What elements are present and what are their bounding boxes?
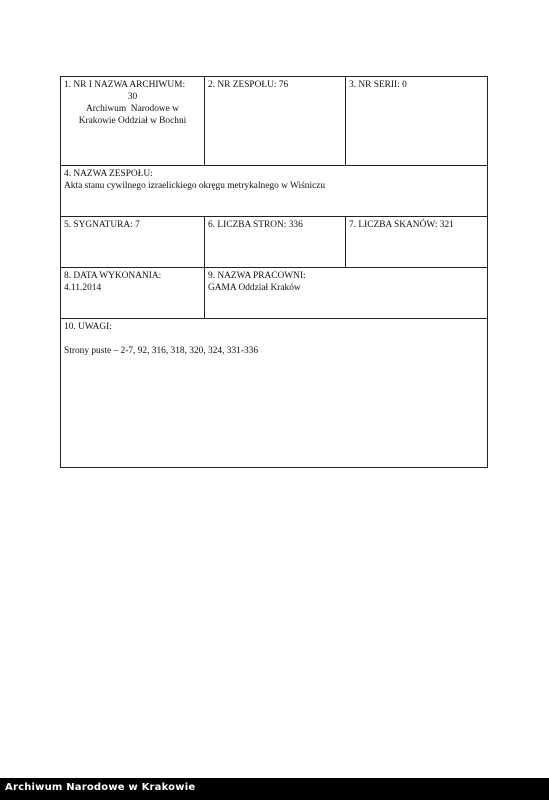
- metadata-form: [60, 76, 488, 468]
- page-count-cell: [204, 217, 345, 267]
- archive-label: 1. NR I NAZWA ARCHIWUM:: [64, 80, 186, 90]
- scan-count: 7. LICZBA SKANÓW: 321: [349, 220, 454, 230]
- form-row-5: [61, 319, 487, 468]
- studio-cell: [204, 268, 487, 318]
- notes-label: 10. UWAGI:: [64, 322, 112, 332]
- form-row-3: [61, 217, 487, 268]
- fonds-name-cell: [61, 166, 487, 216]
- fonds-number: 2. NR ZESPOŁU: 76: [208, 80, 289, 90]
- archive-name-line2: Krakowie Oddział w Bochni: [78, 116, 187, 126]
- studio-label: 9. NAZWA PRACOWNI:: [208, 271, 306, 281]
- studio-value: GAMA Oddział Kraków: [208, 283, 301, 293]
- footer-text: Archiwum Narodowe w Krakowie: [5, 782, 196, 793]
- fonds-name-label: 4. NAZWA ZESPOŁU:: [64, 169, 153, 179]
- notes-cell: [61, 319, 487, 467]
- fonds-name-value: Akta stanu cywilnego izraelickiego okręgu metrykalnego w Wiśniczu: [64, 181, 326, 191]
- archive-number: 30: [127, 92, 138, 102]
- date-value: 4.11.2014: [64, 283, 102, 293]
- archive-cell: [61, 77, 204, 165]
- signature: 5. SYGNATURA: 7: [64, 220, 140, 230]
- form-row-2: [61, 166, 487, 217]
- series-number-cell: [345, 77, 487, 165]
- archive-footer-banner: [0, 778, 549, 800]
- scan-count-cell: [345, 217, 487, 267]
- page-count: 6. LICZBA STRON: 336: [208, 220, 303, 230]
- form-row-4: [61, 268, 487, 319]
- archive-name-line1: Archiwum Narodowe w: [86, 104, 179, 114]
- date-label: 8. DATA WYKONANIA:: [64, 271, 162, 281]
- form-row-1: [61, 77, 487, 166]
- fonds-number-cell: [204, 77, 345, 165]
- signature-cell: [61, 217, 204, 267]
- date-cell: [61, 268, 204, 318]
- notes-value: Strony puste – 2-7, 92, 316, 318, 320, 324, 331-336: [64, 346, 259, 356]
- series-number: 3. NR SERII: 0: [349, 80, 407, 90]
